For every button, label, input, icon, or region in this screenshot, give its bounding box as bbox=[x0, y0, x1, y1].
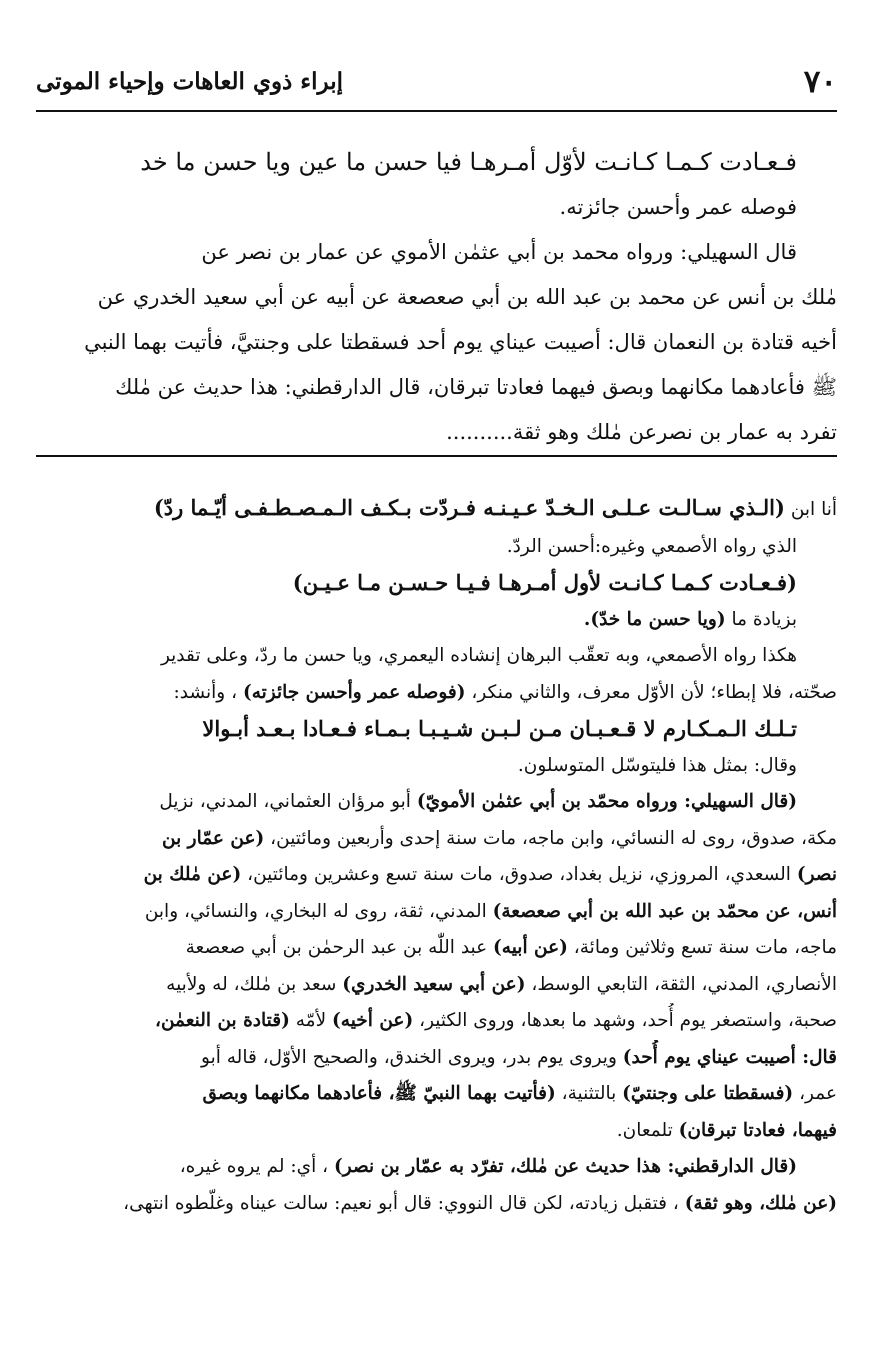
header-rule bbox=[36, 110, 837, 112]
quoted-segment: قال: أصيبت عيناي يوم أُحد) bbox=[622, 1046, 837, 1068]
text-line: وقال: بمثل هذا فليتوسّل المتوسلون. bbox=[517, 754, 797, 776]
quoted-segment: (عن مٰلك، وهو ثقة) bbox=[684, 1192, 837, 1214]
text-line bbox=[34, 930, 837, 967]
page-number: ٧٠ bbox=[803, 64, 837, 100]
text-line bbox=[34, 784, 837, 821]
text-line: أخيه قتادة بن النعمان قال: أصيبت عيناي يوم أحد فسقطتا على وجنتيَّ، فأتيت بهما النبي bbox=[84, 330, 837, 354]
text-line: فوصله عمر وأحسن جائزته. bbox=[559, 195, 797, 219]
verse-quote: (الـذي سـالـت عـلـى الـخـدّ عـيـنـه فـردّت بـكـف الـمـصـطـفـى أيّـما ردّ) bbox=[153, 495, 785, 520]
verse-prefix: أنا ابن bbox=[790, 499, 837, 520]
text-segment: عمر، bbox=[799, 1083, 837, 1104]
quoted-segment: (قال السهيلي: ورواه محمّد بن أبي عثمٰن الأمويّ) bbox=[416, 791, 797, 812]
text-segment: بالتثنية، bbox=[561, 1083, 617, 1104]
commentary-text bbox=[34, 490, 837, 1222]
quoted-segment: فيهما، فعادتا تبرقان) bbox=[678, 1119, 837, 1141]
text-segment: ، وأنشد: bbox=[173, 681, 238, 703]
page-header bbox=[36, 64, 837, 104]
text-segment: سعد بن مٰلك، له ولأبيه bbox=[166, 973, 337, 995]
text-segment: المدني، ثقة، روى له البخاري، والنسائي، وابن bbox=[144, 900, 487, 922]
text-line bbox=[34, 675, 837, 712]
verse-note: الذي رواه الأصمعي وغيره:أحسن الردّ. bbox=[506, 535, 797, 557]
text-segment: صحبة، واستصغر يوم أُحد، وشهد ما بعدها، وروى الكثير، bbox=[419, 1010, 837, 1031]
quoted-segment: (عن أخيه) bbox=[332, 1010, 414, 1031]
quoted-segment: أنس، عن محمّد بن عبد الله بن أبي صعصعة) bbox=[492, 900, 837, 922]
quoted-segment: (عن مٰلك بن bbox=[143, 864, 242, 885]
text-line bbox=[34, 1003, 837, 1040]
text-line: تفرد به عمار بن نصرعن مٰلك وهو ثقة.......... bbox=[446, 420, 837, 444]
quoted-segment: نصر) bbox=[796, 864, 837, 885]
text-line bbox=[34, 967, 837, 1004]
verse-line bbox=[34, 490, 837, 529]
book-title: إبراء ذوي العاهات وإحياء الموتى bbox=[36, 68, 343, 95]
text-line bbox=[34, 1076, 837, 1113]
text-line: قال السهيلي: ورواه محمد بن أبي عثمٰن الأموي عن عمار بن نصر عن bbox=[201, 240, 797, 264]
quoted-segment: (قتادة بن النعمٰن، bbox=[154, 1010, 290, 1031]
note-text: بزيادة ما bbox=[731, 608, 797, 630]
text-segment: أبو مرؤان العثماني، المدني، نزيل bbox=[159, 791, 411, 812]
verse-quote: (فـعـادت كـمـا كـانـت لأول أمـرهـا فـيـا حـسـن مـا عـيـن) bbox=[292, 570, 797, 595]
text-line bbox=[34, 894, 837, 931]
text-segment: لأمّه bbox=[295, 1010, 327, 1031]
text-segment: عبد اللّٰه بن عبد الرحمٰن بن أبي صعصعة bbox=[185, 937, 488, 958]
text-line: ﷺ فأعادهما مكانهما وبصق فيهما فعادتا تبرقان، قال الدارقطني: هذا حديث عن مٰلك bbox=[115, 375, 837, 399]
quoted-segment: (فوصله عمر وأحسن جائزته) bbox=[242, 681, 466, 703]
text-line: مٰلك بن أنس عن محمد بن عبد الله بن أبي صعصعة عن أبيه عن أبي سعيد الخدري عن bbox=[97, 285, 837, 309]
text-line bbox=[34, 857, 837, 894]
quoted-segment: (عن أبي سعيد الخدري) bbox=[342, 973, 526, 995]
text-line bbox=[34, 821, 837, 858]
text-segment: السعدي، المروزي، نزيل بغداد، صدوق، مات سنة تسع وعشرين ومائتين، bbox=[247, 864, 791, 885]
text-line: هكذا رواه الأصمعي، وبه تعقّب البرهان إنشاده اليعمري، ويا حسن ما ردّ، وعلى تقدير bbox=[160, 645, 797, 666]
text-segment: الأنصاري، المدني، الثقة، التابعي الوسط، bbox=[531, 973, 837, 995]
text-segment: ، أي: لم يروه غيره، bbox=[179, 1156, 329, 1177]
verse-line: فـعـادت كـمـا كـانـت لأوّل أمـرهـا فيا حسن ما عين ويا حسن ما خد bbox=[140, 148, 797, 176]
note-quote: (ويا حسن ما خدّ). bbox=[583, 608, 726, 630]
text-segment: ويروى يوم بدر، ويروى الخندق، والصحيح الأوّل، قاله أبو bbox=[201, 1046, 617, 1068]
text-line bbox=[34, 1186, 837, 1223]
text-segment: تلمعان. bbox=[616, 1119, 673, 1141]
text-line bbox=[34, 1149, 837, 1186]
verse-line: تـلـك الـمـكـارم لا قـعـبـان مـن لـبـن شـيـبـا بـمـاء فـعـادا بـعـد أبـوالا bbox=[202, 716, 797, 741]
text-segment: ماجه، مات سنة تسع وثلاثين ومائة، bbox=[573, 937, 837, 958]
verse-note bbox=[34, 602, 837, 639]
main-text bbox=[34, 140, 837, 455]
text-segment: ، فتقبل زيادته، لكن قال النووي: قال أبو نعيم: سالت عيناه وغلّطوه انتهى، bbox=[123, 1192, 679, 1214]
quoted-segment: (قال الدارقطني: هذا حديث عن مٰلك، تفرّد به عمّار بن نصر) bbox=[334, 1156, 797, 1177]
quoted-segment: (فأتيت بهما النبيّ ﷺ، فأعادهما مكانهما وبصق bbox=[202, 1083, 556, 1104]
commentary-separator bbox=[36, 455, 837, 457]
quoted-segment: (فسقطتا على وجنتيّ) bbox=[622, 1083, 794, 1104]
text-line bbox=[34, 1040, 837, 1077]
text-line bbox=[34, 1113, 837, 1150]
text-segment: مكة، صدوق، روى له النسائي، وابن ماجه، مات سنة إحدى وأربعين ومائتين، bbox=[270, 827, 837, 849]
text-segment: صحّته، فلا إبطاء؛ لأن الأوّل معرف، والثاني منكر، bbox=[471, 681, 837, 703]
quoted-segment: (عن أبيه) bbox=[493, 937, 568, 958]
quoted-segment: (عن عمّار بن bbox=[161, 827, 265, 849]
